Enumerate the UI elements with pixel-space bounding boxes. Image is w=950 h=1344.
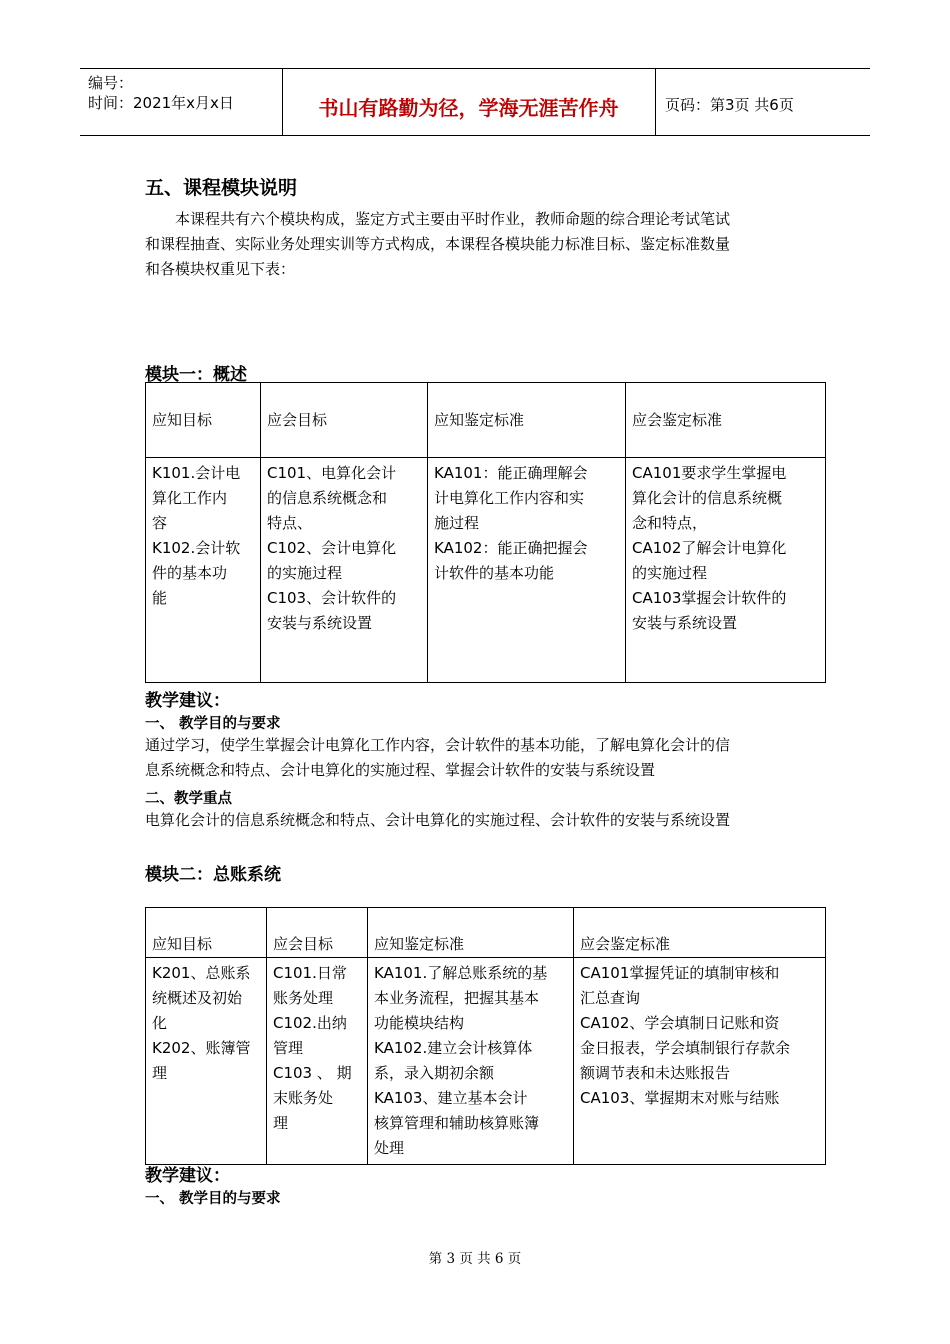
header-top-rule	[80, 68, 870, 69]
cell-line: 安装与系统设置	[632, 614, 738, 632]
header-page-label: 页码：第3页 共6页	[665, 96, 794, 114]
module1-knowledge-standard-cell	[428, 458, 626, 683]
header-divider-right	[655, 68, 656, 136]
cell-line: KA101：能正确理解会	[434, 464, 588, 482]
cell-line: 的实施过程	[267, 564, 343, 582]
module2-header-cell: 应会鉴定标准	[574, 908, 826, 958]
cell-line: 容	[152, 514, 168, 532]
page-footer: 第 3 页 共 6 页	[428, 1251, 522, 1267]
cell-line: C101.日常	[273, 964, 347, 982]
module1-skill-goal-cell	[261, 458, 428, 683]
cell-line: 本业务流程，把握其基本	[374, 989, 540, 1007]
goal-line: 息系统概念和特点、会计电算化的实施过程、掌握会计软件的安装与系统设置	[145, 761, 656, 779]
cell-line: CA103掌握会计软件的	[632, 589, 787, 607]
cell-line: KA103、建立基本会计	[374, 1089, 528, 1107]
cell-line: 账务处理	[273, 989, 334, 1007]
module2-title: 模块二：总账系统	[145, 865, 281, 885]
header-date-label: 时间：2021年x月x日	[88, 94, 234, 112]
cell-line: CA102、学会填制日记账和资	[580, 1014, 780, 1032]
module1-skill-standard-cell	[626, 458, 826, 683]
cell-line: CA103、掌握期末对账与结账	[580, 1089, 780, 1107]
cell-line: 念和特点，	[632, 514, 708, 532]
cell-line: CA101掌握凭证的填制审核和	[580, 964, 780, 982]
cell-line: 统概述及初始	[152, 989, 243, 1007]
module2-body-row	[146, 958, 826, 1165]
intro-paragraph	[145, 207, 815, 282]
cell-line: 末账务处	[273, 1089, 334, 1107]
cell-line: CA102了解会计电算化	[632, 539, 787, 557]
cell-line: 能	[152, 589, 168, 607]
cell-line: 化	[152, 1014, 168, 1032]
cell-line: C103 、 期	[273, 1064, 352, 1082]
module2-header-cell: 应会目标	[267, 908, 368, 958]
cell-line: 的信息系统概念和	[267, 489, 388, 507]
module2-header-cell: 应知鉴定标准	[368, 908, 574, 958]
module2-header-cell: 应知目标	[146, 908, 267, 958]
cell-line: CA101要求学生掌握电	[632, 464, 787, 482]
cell-line: 施过程	[434, 514, 480, 532]
cell-line: 功能模块结构	[374, 1014, 465, 1032]
cell-line: KA102.建立会计核算体	[374, 1039, 533, 1057]
module1-header-cell: 应知鉴定标准	[428, 383, 626, 458]
module1-goal-title: 一、 教学目的与要求	[145, 716, 281, 732]
header-number-label: 编号：	[88, 74, 134, 92]
cell-line: K201、总账系	[152, 964, 251, 982]
module2-knowledge-standard-cell	[368, 958, 574, 1165]
cell-line: C103、会计软件的	[267, 589, 397, 607]
module2-skill-goal-cell	[267, 958, 368, 1165]
cell-line: 核算管理和辅助核算账簿	[374, 1114, 540, 1132]
cell-line: 件的基本功	[152, 564, 228, 582]
module1-goal-text	[145, 733, 815, 783]
cell-line: K102.会计软	[152, 539, 241, 557]
module1-header-cell: 应知目标	[146, 383, 261, 458]
module1-advice-title: 教学建议：	[145, 691, 230, 711]
cell-line: KA102：能正确把握会	[434, 539, 588, 557]
module2-goal-title: 一、 教学目的与要求	[145, 1191, 281, 1207]
cell-line: 金日报表，学会填制银行存款余	[580, 1039, 791, 1057]
intro-line: 和课程抽查、实际业务处理实训等方式构成，本课程各模块能力标准目标、鉴定标准数量	[145, 235, 731, 253]
cell-line: 的实施过程	[632, 564, 708, 582]
module1-title: 模块一：概述	[145, 365, 247, 385]
cell-line: 计电算化工作内容和实	[434, 489, 585, 507]
module1-header-cell: 应会目标	[261, 383, 428, 458]
goal-line: 通过学习，使学生掌握会计电算化工作内容，会计软件的基本功能，了解电算化会计的信	[145, 736, 731, 754]
module1-header-row	[146, 383, 826, 458]
section-title: 五、课程模块说明	[145, 177, 298, 199]
module2-skill-standard-cell	[574, 958, 826, 1165]
module2-advice-title: 教学建议：	[145, 1166, 230, 1186]
cell-line: K202、账簿管	[152, 1039, 251, 1057]
cell-line: 处理	[374, 1139, 405, 1157]
module1-knowledge-goal-cell	[146, 458, 261, 683]
cell-line: C102.出纳	[273, 1014, 347, 1032]
module2-table	[145, 907, 826, 1165]
focus-line: 电算化会计的信息系统概念和特点、会计电算化的实施过程、会计软件的安装与系统设置	[145, 811, 731, 829]
cell-line: 理	[273, 1114, 289, 1132]
header-motto: 书山有路勤为径，学海无涯苦作舟	[318, 96, 619, 120]
module1-focus-title: 二、教学重点	[145, 791, 232, 807]
cell-line: 额调节表和未达账报告	[580, 1064, 731, 1082]
cell-line: C102、会计电算化	[267, 539, 397, 557]
cell-line: 算化工作内	[152, 489, 228, 507]
module1-header-cell: 应会鉴定标准	[626, 383, 826, 458]
cell-line: K101.会计电	[152, 464, 241, 482]
cell-line: 汇总查询	[580, 989, 641, 1007]
cell-line: 安装与系统设置	[267, 614, 373, 632]
cell-line: 算化会计的信息系统概	[632, 489, 783, 507]
cell-line: 计软件的基本功能	[434, 564, 555, 582]
intro-line: 本课程共有六个模块构成，鉴定方式主要由平时作业，教师命题的综合理论考试笔试	[175, 210, 731, 228]
module2-knowledge-goal-cell	[146, 958, 267, 1165]
header-bottom-rule	[80, 135, 870, 136]
module1-body-row	[146, 458, 826, 683]
cell-line: 管理	[273, 1039, 304, 1057]
module1-focus-text	[145, 808, 815, 833]
module1-table	[145, 382, 826, 683]
cell-line: 理	[152, 1064, 168, 1082]
cell-line: KA101.了解总账系统的基	[374, 964, 548, 982]
module2-header-row	[146, 908, 826, 958]
cell-line: C101、电算化会计	[267, 464, 397, 482]
intro-line: 和各模块权重见下表：	[145, 260, 296, 278]
cell-line: 系，录入期初余额	[374, 1064, 495, 1082]
cell-line: 特点、	[267, 514, 313, 532]
